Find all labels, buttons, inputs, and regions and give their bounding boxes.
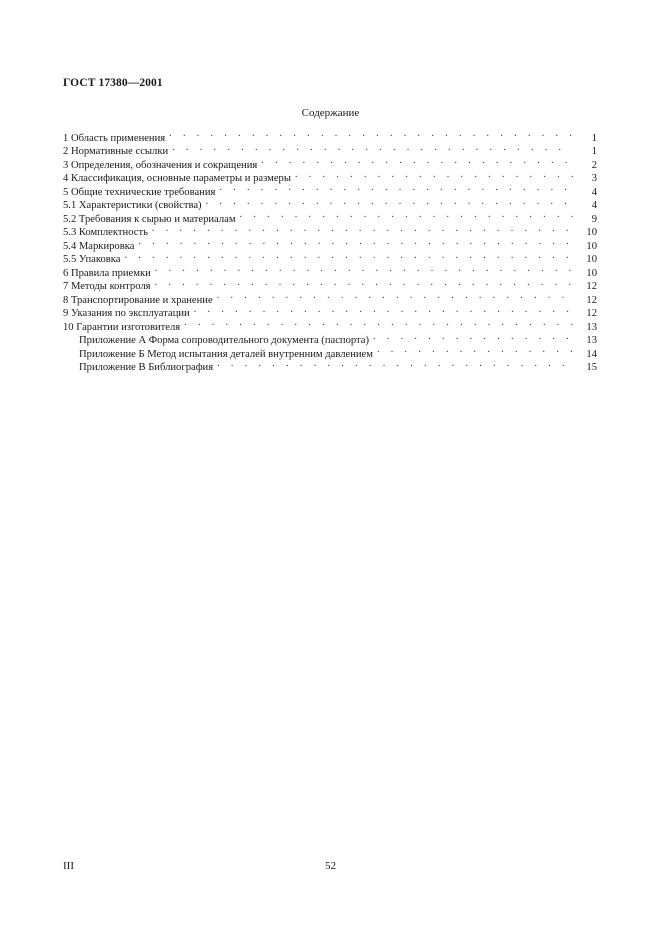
toc-entry-page: 10	[573, 253, 597, 267]
toc-leader-dots	[155, 276, 573, 290]
toc-entry-label: 5.5 Упаковка	[63, 254, 121, 265]
toc-entry-label: 5.4 Маркировка	[63, 240, 135, 252]
toc-entry-label: 2 Нормативные ссылки	[63, 146, 169, 157]
toc-entry-page: 4	[573, 186, 597, 200]
toc-entry-label: 6 Правила приемки	[63, 267, 151, 279]
toc-leader-dots	[152, 222, 573, 236]
toc-entry-page: 12	[573, 280, 597, 294]
roman-page-number: III	[63, 860, 74, 872]
toc-leader-dots	[217, 289, 573, 303]
toc-entry-label: 5.1 Характеристики (свойства)	[63, 200, 202, 211]
toc-leader-dots	[261, 154, 573, 168]
toc-leader-dots	[172, 141, 573, 155]
toc-entry[interactable]	[63, 235, 597, 252]
toc-entry-label: 5 Общие технические требования	[63, 186, 216, 198]
toc-title: Содержание	[301, 107, 360, 119]
toc-leader-dots	[217, 357, 573, 371]
toc-entry-page: 13	[573, 334, 597, 348]
toc-entry-label: 9 Указания по эксплуатации	[63, 308, 190, 319]
page-number: 52	[325, 860, 336, 872]
table-of-contents	[63, 127, 597, 373]
toc-entry-label: 8 Транспортирование и хранение	[63, 294, 213, 306]
toc-entry-label: 5.3 Комплектность	[63, 227, 148, 238]
toc-entry-label: 5.2 Требования к сырью и материалам	[63, 213, 236, 225]
toc-entry-page: 10	[573, 240, 597, 254]
toc-entry-label: 7 Методы контроля	[63, 281, 151, 292]
toc-entry-page: 1	[573, 132, 597, 146]
toc-leader-dots	[124, 249, 573, 263]
toc-entry-page: 10	[573, 267, 597, 281]
toc-entry-label: 10 Гарантии изготовителя	[63, 321, 181, 333]
toc-entry-page: 14	[573, 348, 597, 362]
toc-entry-label: Приложение В Библиография	[79, 362, 214, 373]
toc-entry-page: 9	[573, 213, 597, 227]
toc-entry-page: 13	[573, 321, 597, 335]
toc-entry-page: 12	[573, 294, 597, 308]
toc-leader-dots	[169, 127, 573, 141]
toc-leader-dots	[155, 262, 573, 276]
document-header: ГОСТ 17380—2001	[63, 77, 163, 89]
toc-entry-label: 4 Классификация, основные параметры и размеры	[63, 173, 291, 184]
toc-entry-page: 4	[573, 199, 597, 213]
toc-leader-dots	[377, 343, 573, 357]
toc-entry-label: Приложение Б Метод испытания деталей внутренним давлением	[79, 348, 373, 360]
toc-entry-page: 3	[573, 172, 597, 186]
toc-entry-label: 1 Область применения	[63, 132, 166, 144]
toc-entry-label: 3 Определения, обозначения и сокращения	[63, 159, 258, 171]
toc-leader-dots	[206, 195, 573, 209]
toc-leader-dots	[295, 168, 573, 182]
toc-entry-page: 2	[573, 159, 597, 173]
toc-leader-dots	[240, 208, 573, 222]
toc-leader-dots	[138, 235, 573, 249]
toc-leader-dots	[219, 181, 573, 195]
toc-entry-page: 15	[573, 361, 597, 375]
toc-entry[interactable]	[63, 249, 597, 263]
toc-leader-dots	[194, 303, 573, 317]
toc-entry-page: 1	[573, 145, 597, 159]
toc-entry-label: Приложение А Форма сопроводительного документа (паспорта)	[79, 335, 370, 346]
toc-entry[interactable]	[63, 127, 597, 144]
toc-entry-page: 10	[573, 226, 597, 240]
toc-leader-dots	[373, 330, 573, 344]
toc-entry-page: 12	[573, 307, 597, 321]
toc-entry[interactable]	[63, 262, 597, 279]
toc-leader-dots	[184, 316, 573, 330]
